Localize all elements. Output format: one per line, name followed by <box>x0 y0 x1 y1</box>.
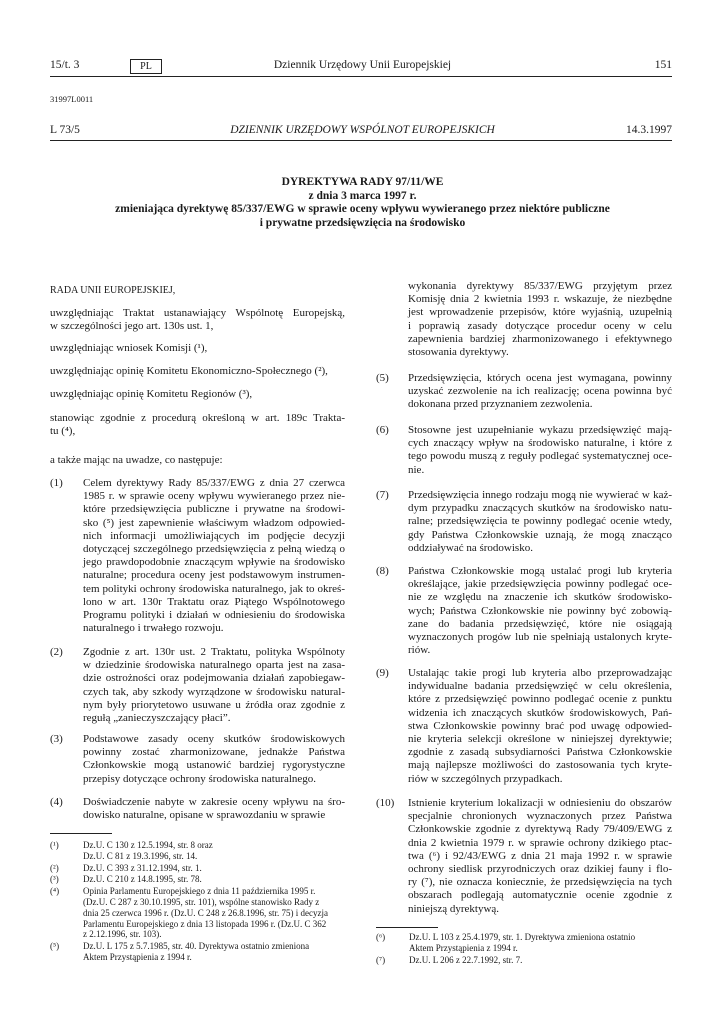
recital-4 <box>83 796 345 822</box>
text-line: nie kryteria selekcji określone w niniejszej dyrektywie; <box>408 733 672 746</box>
recital-number: (5) <box>376 372 389 384</box>
text-line: zapewnienia bardziej zharmonizowanego i efektywnego <box>408 332 672 345</box>
text-line: oddziaływać na środowisko. <box>408 541 533 554</box>
page-number: 151 <box>654 59 672 71</box>
recital-number: (10) <box>376 797 395 809</box>
text-line: nym były priorytetowo usuwane u źródła oraz zgodnie z <box>83 698 345 711</box>
text-line: zgodnie z zasadą subsydiarności Państwa Członkowskie <box>408 746 672 759</box>
text-line: Doświadczenie nabyte w zakresie oceny wpływu na śro- <box>83 796 345 808</box>
footnote-line: Dz.U. C 393 z 31.12.1994, str. 1. <box>83 862 202 873</box>
recital-number: (4) <box>50 796 63 808</box>
text-line: wyznaczonych progów lub nie spełniają ustalonych kryte- <box>408 631 672 644</box>
footnote-marker: (⁴) <box>50 886 60 897</box>
recital-number: (8) <box>376 565 389 577</box>
footnote-line: Opinia Parlamentu Europejskiego z dnia 11 października 1995 r. <box>83 886 316 897</box>
text-line: sko (⁵) jest zapewnienie właściwym władzom odpowied- <box>83 516 345 529</box>
text-line: cych znaczący wpływ na środowisko naturalne, i które z <box>408 437 672 450</box>
footnote-line: Aktem Przystąpienia z 1994 r. <box>409 942 518 953</box>
oj-title: DZIENNIK URZĘDOWY WSPÓLNOT EUROPEJSKICH <box>230 124 495 136</box>
recital-number: (6) <box>376 424 389 436</box>
text-line: regułą „zanieczyszczający płaci”. <box>83 712 231 725</box>
text-line: mają najlepsze możliwości do zastosowania tych kryte- <box>408 759 672 772</box>
text-line: naturalnego i trwałego rozwoju. <box>83 622 224 635</box>
text-line: Ustalając takie progi lub kryteria albo przeprowadzając <box>408 667 672 679</box>
footnote-line: Aktem Przystąpienia z 1994 r. <box>83 951 192 962</box>
text-line: twa (⁶) i 92/43/EWG z dnia 21 maja 1992 r. w sprawie <box>408 849 672 862</box>
text-line: Członkowskie zgodnie z dyrektywą Rady 79/409/EWG z <box>408 823 672 836</box>
footnote-text <box>83 840 345 862</box>
recital-3 <box>83 733 345 786</box>
footnote-line: Dz.U. C 210 z 14.8.1995, str. 78. <box>83 874 202 885</box>
footnote-line: Parlamentu Europejskiego z dnia 13 listopada 1996 r. (Dz.U. C 362 <box>83 918 327 929</box>
text-line: Programu polityki i działań w odniesieniu do środowiska <box>83 609 345 622</box>
text-line: ochrony siedlisk przyrodniczych oraz dzikiej fauny i flo- <box>408 863 672 876</box>
footnote-line: Dz.U. C 81 z 19.3.1996, str. 14. <box>83 850 198 861</box>
recital-4-continued <box>408 280 672 359</box>
text-line: jego prawdopodobnie znaczącym wpływie na środowisko <box>83 556 345 569</box>
text-line: indywidualne badania przedsięwzięć w celu określenia, <box>408 680 672 693</box>
text-line: riów w szczególnych przypadkach. <box>408 772 563 785</box>
text-line: gdy Państwa Członkowskie uznają, że mogą znacząco <box>408 528 672 541</box>
page-section-label: 15/t. 3 <box>50 59 80 71</box>
text-line: Podstawowe zasady oceny skutków środowiskowych <box>83 733 345 745</box>
text-line: wykonania dyrektywy 85/337/EWG przyjętym przez <box>408 280 672 292</box>
recital-9 <box>408 667 672 786</box>
text-line: dokonana przed przyznaniem zezwolenia. <box>408 398 593 411</box>
footnote-rule <box>376 927 438 928</box>
text-line: tego powodu muszą z reguły podlegać systematycznej oce- <box>408 450 672 463</box>
header-rule <box>50 76 672 77</box>
text-line: Celem dyrektywy Rady 85/337/EWG z dnia 27 czerwca <box>83 477 345 489</box>
text-line: Państwa Członkowskie mogą ustalać progi lub kryteria <box>408 565 672 577</box>
footnote-text <box>83 874 345 885</box>
text-line: w szczególności jego art. 130s ust. 1, <box>50 320 214 333</box>
text-line: ry (⁷), nie oznacza koniecznie, że przedsięwzięcia na tych <box>408 876 672 889</box>
text-line: naturalne; procedura oceny jest podstawowym instrumen- <box>83 569 345 582</box>
text-line: przepisy dotyczące ochrony środowiska naturalnego. <box>83 772 317 785</box>
text-line: Istnienie kryterium lokalizacji w odniesieniu do obszarów <box>408 797 672 809</box>
text-line: stosowania dyrektywy. <box>408 346 509 359</box>
footnote-text <box>83 941 345 963</box>
text-line: ralne; przedsięwzięcia te powinny podlegać ocenie wtedy, <box>408 515 672 528</box>
citation-treaty <box>50 307 345 333</box>
recital-2 <box>83 646 345 725</box>
footnote-line: Dz.U. L 103 z 25.4.1979, str. 1. Dyrektywa zmieniona ostatnio <box>409 932 636 942</box>
title-line-1: DYREKTYWA RADY 97/11/WE <box>281 176 444 188</box>
text-line: uzyskać zezwolenie na ich realizację; ocena powinna być <box>408 385 672 398</box>
footnote-line: (Dz.U. C 287 z 30.10.1995, str. 101), wspólne stanowisko Rady z <box>83 896 320 907</box>
recital-number: (3) <box>50 733 63 745</box>
text-line: które z przedsięwzięć powinno podlegać ocenie z punktu <box>408 693 672 706</box>
recital-10 <box>408 797 672 916</box>
directive-title <box>60 176 665 230</box>
recital-6 <box>408 424 672 477</box>
footnote-marker: (⁵) <box>50 941 60 952</box>
footnote-text <box>83 886 345 940</box>
recital-8 <box>408 565 672 657</box>
text-line: i poprawią zasady dotyczące procedur oceny w celu <box>408 319 672 332</box>
text-line: widzenia ich znaczących skutków środowiskowych, Pań- <box>408 706 672 719</box>
footnote-text <box>409 932 673 954</box>
text-line: dzie ostrożności oraz podejmowania działań zapobiegaw- <box>83 672 345 685</box>
text-line: dym przypadku znaczących skutków na środowisko natu- <box>408 502 672 515</box>
oj-rule <box>50 140 672 141</box>
footnote-line: dnia 25 czerwca 1996 r. (Dz.U. C 248 z 26.8.1996, str. 75) i decyzja <box>83 907 328 918</box>
oj-date: 14.3.1997 <box>626 124 672 136</box>
recital-5 <box>408 372 672 412</box>
title-line-4: i prywatne przedsięwzięcia na środowisko <box>259 216 466 229</box>
recital-number: (9) <box>376 667 389 679</box>
footnote-text <box>83 863 345 874</box>
council-heading: RADA UNII EUROPEJSKIEJ, <box>50 285 176 296</box>
recital-number: (1) <box>50 477 63 489</box>
text-line: Przedsięwzięcia innego rodzaju mogą nie wywierać w każ- <box>408 489 672 501</box>
title-line-2: z dnia 3 marca 1997 r. <box>308 189 417 202</box>
text-line: stwa Członkowskie powinny brać pod uwagę odpowied- <box>408 719 672 732</box>
footnote-line: Dz.U. L 175 z 5.7.1985, str. 40. Dyrektywa ostatnio zmieniona <box>83 941 310 952</box>
text-line: Zgodnie z art. 130r ust. 2 Traktatu, polityka Wspólnoty <box>83 646 345 658</box>
citation-commission <box>50 342 345 355</box>
text-line: tu (⁴), <box>50 425 76 438</box>
journal-title: Dziennik Urzędowy Unii Europejskiej <box>273 59 452 71</box>
text-line: riów. <box>408 644 431 657</box>
footnote-marker: (⁷) <box>376 954 386 965</box>
text-line: w dziedzinie środowiska naturalnego oparta jest na zasa- <box>83 659 345 672</box>
text-line: Komisję dnia 2 kwietnia 1993 r. wskazuje, że niezbędne <box>408 293 672 306</box>
text-line: jest wprowadzenie przepisów, które wyjaśnią, uzupełnią <box>408 306 672 319</box>
footnote-rule <box>50 833 112 834</box>
footnote-line: Dz.U. C 130 z 12.5.1994, str. 8 oraz <box>83 840 213 850</box>
footnote-marker: (³) <box>50 874 59 885</box>
text-line: uwzględniając wniosek Komisji (¹), <box>50 342 208 354</box>
text-line: określające, jakie przedsięwzięcia powinny podlegać oce- <box>408 578 672 591</box>
citation-regions <box>50 388 345 401</box>
text-line: a także mając na uwadze, co następuje: <box>50 454 223 466</box>
text-line: powinny zostać zharmonizowane, jednakże Państwa <box>83 746 345 759</box>
oj-reference: L 73/5 <box>50 124 80 136</box>
text-line: wych; Państwa Członkowskie nie powinny być zobowią- <box>408 604 672 617</box>
text-line: nich informacji umożliwiających im podjęcie decyzji <box>83 529 345 542</box>
text-line: czych tak, aby szkody wyrządzone w środowisku natural- <box>83 685 345 698</box>
language-badge: PL <box>130 59 162 74</box>
text-line: dnia 2 kwietnia 1979 r. w sprawie ochrony dzikiego ptac- <box>408 836 672 849</box>
citation-procedure <box>50 412 345 438</box>
text-line: nie. <box>408 463 425 476</box>
footnote-marker: (¹) <box>50 840 59 850</box>
text-line: lono w art. 130r Traktatu oraz Piątego Wspólnotowego <box>83 595 345 608</box>
text-line: stanowiąc zgodnie z procedurą określoną w art. 189c Trakta- <box>50 412 345 424</box>
text-line: dotyczącej szczególnego przedsięwzięcia z pełną wiedzą o <box>83 543 345 556</box>
footnote-line: Dz.U. L 206 z 22.7.1992, str. 7. <box>409 954 523 965</box>
recital-7 <box>408 489 672 555</box>
text-line: Stosowne jest uzupełnianie wykazu przedsięwzięć mają- <box>408 424 672 436</box>
text-line: 1985 r. w sprawie oceny wpływu wywieranego przez nie- <box>83 490 345 503</box>
text-line: które przedsięwzięcia publiczne i prywatne na środowi- <box>83 503 345 516</box>
text-line: specjalnie chronionych wyznaczonych przez Państwa <box>408 810 672 823</box>
title-line-3: zmieniająca dyrektywę 85/337/EWG w sprawie oceny wpływu wywieranego przez niektóre publiczne <box>115 203 610 215</box>
footnote-line: z 2.12.1996, str. 103). <box>83 929 162 940</box>
celex-number: 31997L0011 <box>50 94 94 104</box>
text-line: nie ze względu na znaczenie ich skutków środowisko- <box>408 591 672 604</box>
text-line: tem polityki ochrony środowiska naturalnego, jak to okreś- <box>83 582 345 595</box>
footnote-marker: (⁶) <box>376 932 386 942</box>
footnote-text <box>409 955 673 966</box>
text-line: niniejszą dyrektywą. <box>408 902 500 915</box>
footnote-marker: (²) <box>50 862 59 873</box>
text-line: uwzględniając Traktat ustanawiający Wspólnotę Europejską, <box>50 307 345 319</box>
text-line: zane do badania przedsięwzięć, które nie osiągają <box>408 617 672 630</box>
text-line: Przedsięwzięcia, których ocena jest wymagana, powinny <box>408 372 672 384</box>
citation-ecosoc <box>50 365 345 378</box>
recital-number: (7) <box>376 489 389 501</box>
text-line: dowisko naturalne, opisane w sprawozdaniu w sprawie <box>83 809 326 822</box>
text-line: obszarach podlegają automatycznie ocenie zgodnie z <box>408 889 672 902</box>
recital-1 <box>83 477 345 635</box>
recital-number: (2) <box>50 646 63 658</box>
text-line: uwzględniając opinię Komitetu Ekonomiczno-Społecznego (²), <box>50 365 328 377</box>
recitals-intro <box>50 454 345 467</box>
text-line: Członkowskie mogą ustanowić bardziej rygorystyczne <box>83 759 345 772</box>
text-line: uwzględniając opinię Komitetu Regionów (³), <box>50 388 253 400</box>
